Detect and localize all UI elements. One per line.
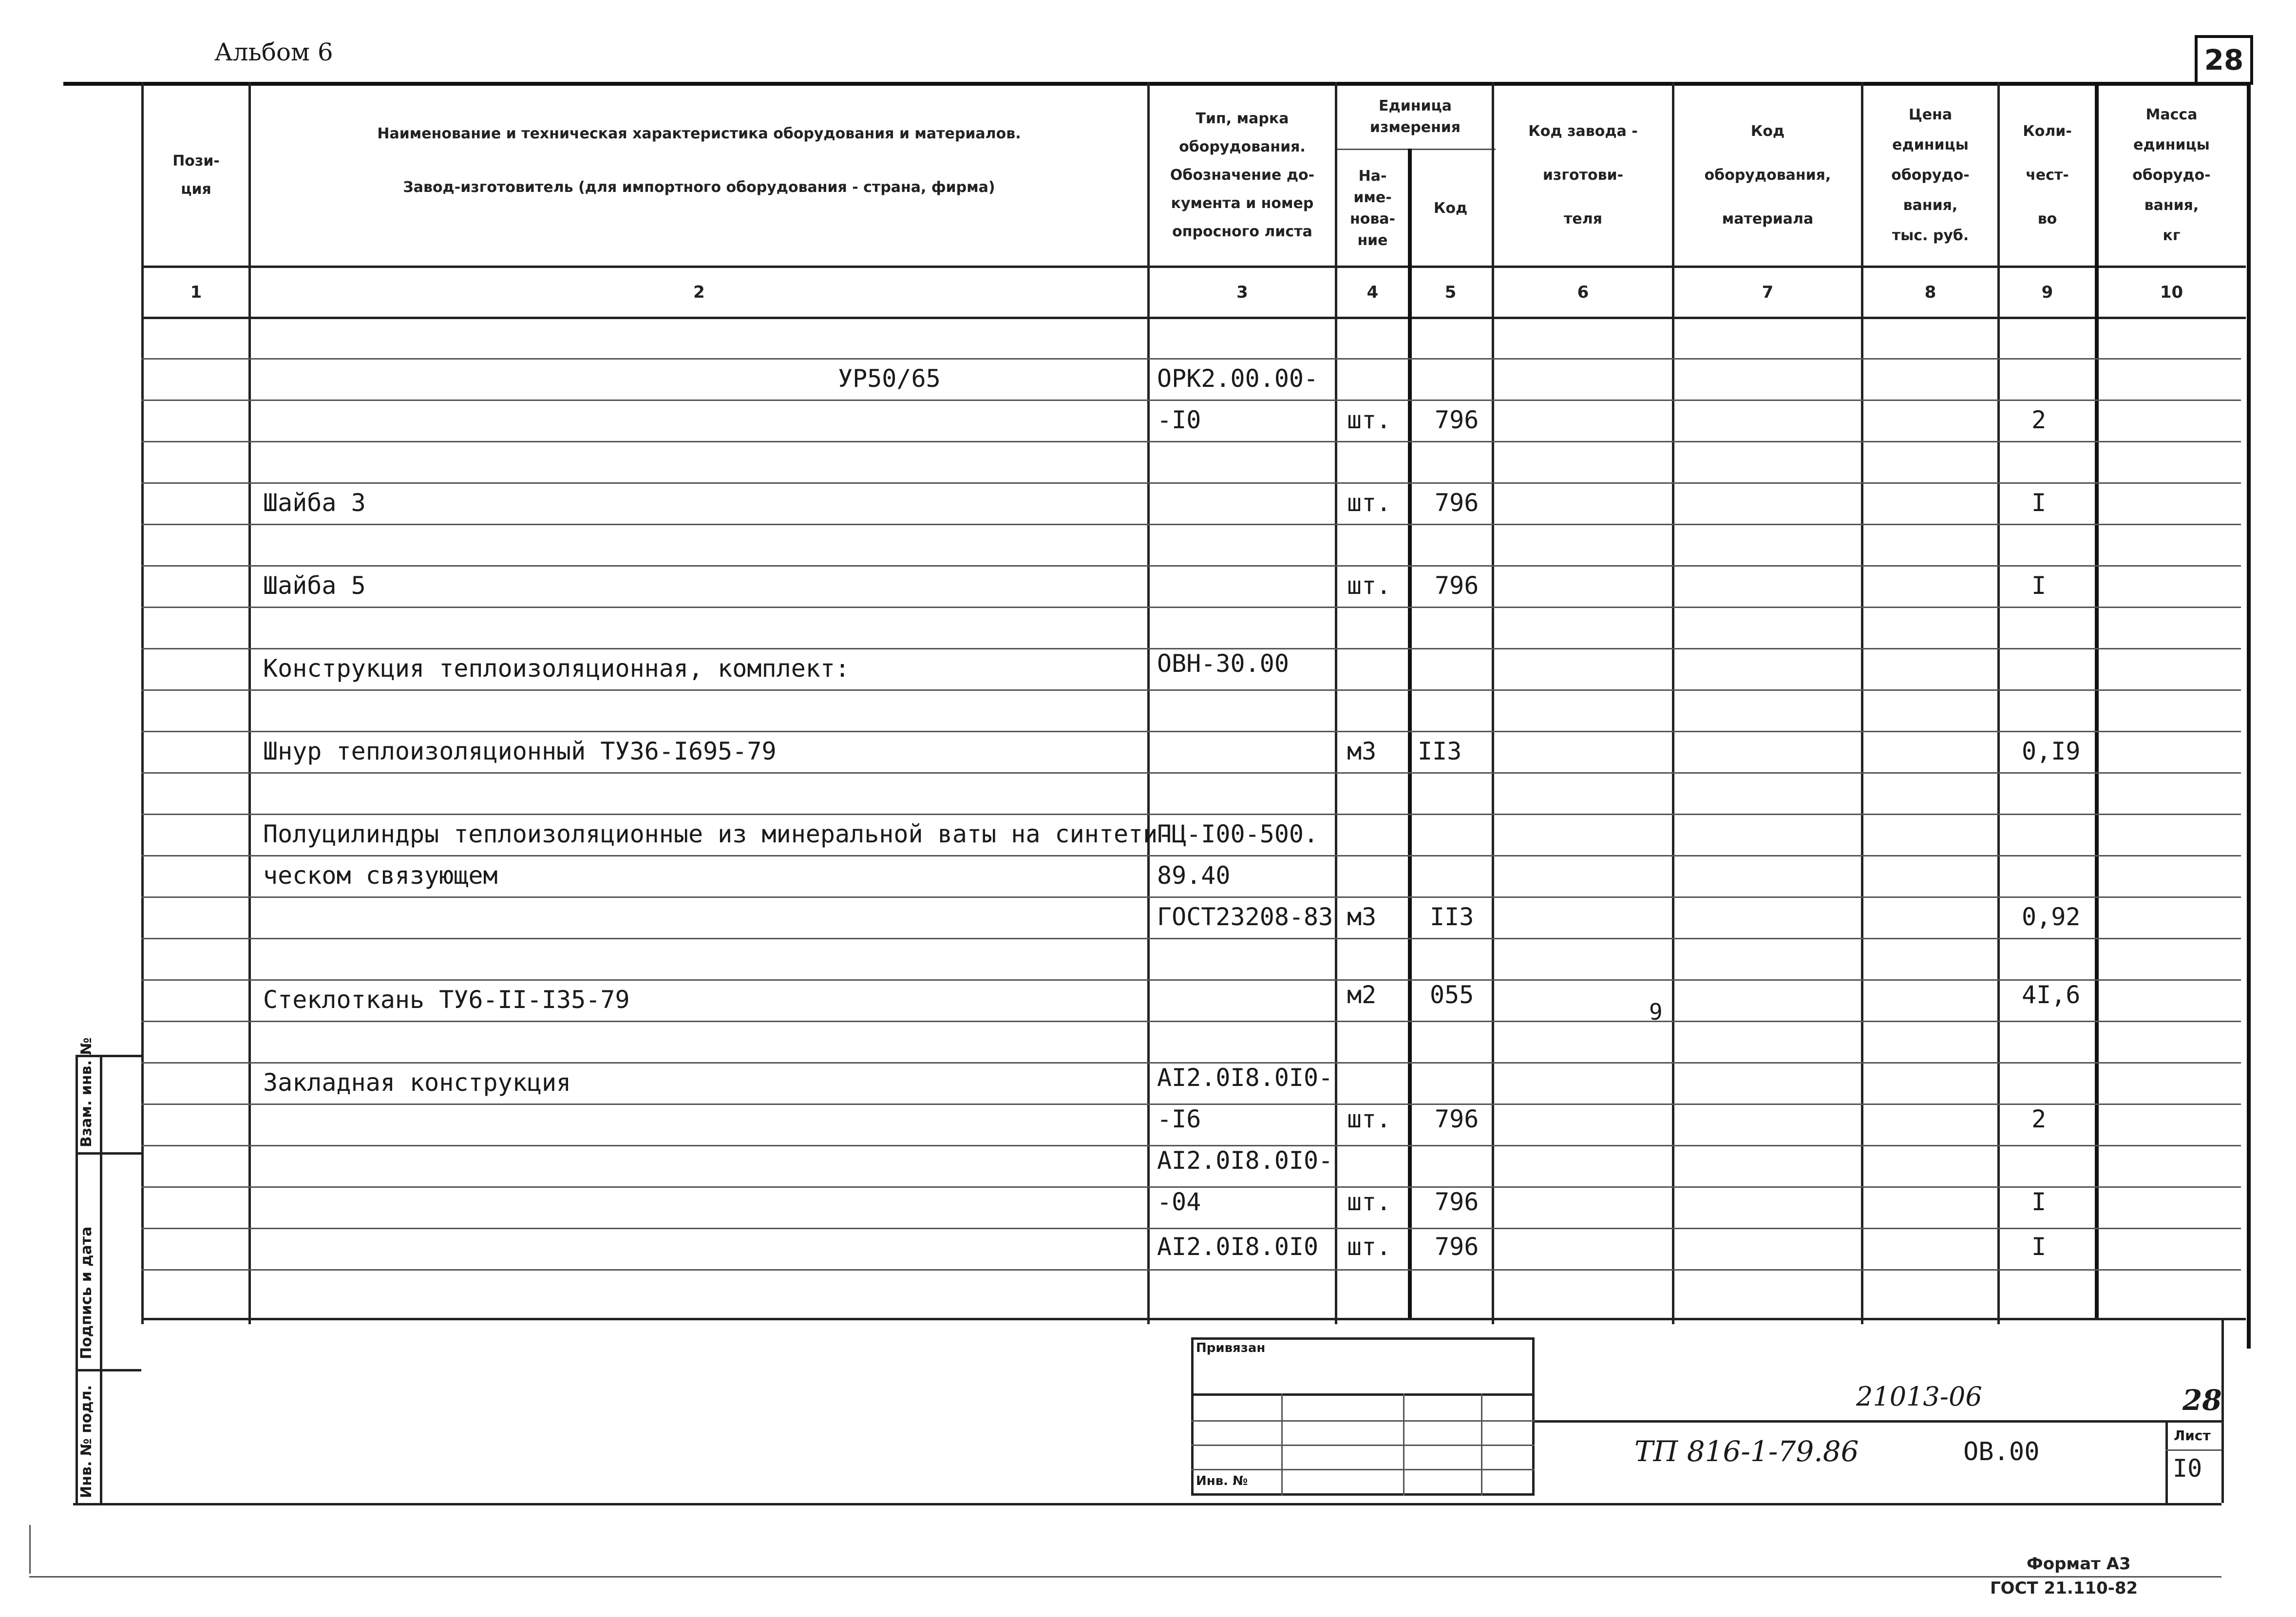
- row-unit: шт.: [1347, 1233, 1391, 1261]
- col-num-8: 8: [1924, 283, 1936, 302]
- row-type: -I6: [1157, 1105, 1201, 1133]
- col-num-9: 9: [2041, 283, 2053, 302]
- header-price: Цена единицы оборудо- вания, тыс. руб.: [1891, 106, 1970, 244]
- row-name: Шайба 5: [263, 571, 366, 600]
- row-code: II3: [1418, 737, 1462, 765]
- row-type: AI2.0I8.0I0: [1157, 1233, 1319, 1261]
- header-factory-code: Код завода - изготови- теля: [1528, 123, 1638, 228]
- header-unit-name: На- име- нова- ние: [1349, 167, 1396, 249]
- row-qty: I: [2031, 1233, 2047, 1261]
- side-label-vzam: Взам. инв. №: [78, 1037, 95, 1147]
- stamp-section: ОВ.00: [1963, 1437, 2040, 1466]
- stamp-list-label: Лист: [2174, 1427, 2211, 1444]
- stamp-project: ТП 816-1-79.86: [1634, 1435, 1859, 1468]
- sheet-number: 28: [2195, 35, 2253, 85]
- row-code: 796: [1435, 1105, 1479, 1133]
- row-qty: 4I,6: [2022, 981, 2081, 1009]
- header-quantity: Коли- чест- во: [2023, 123, 2072, 228]
- row-unit: шт.: [1347, 406, 1391, 434]
- row-qty: I: [2031, 571, 2047, 600]
- row-qty: 0,92: [2022, 903, 2081, 931]
- col-num-2: 2: [693, 283, 705, 302]
- row-type: -04: [1157, 1188, 1201, 1216]
- stamp-list-value: I0: [2173, 1454, 2202, 1483]
- row-qty: 2: [2031, 1105, 2047, 1133]
- row-name: Конструкция теплоизоляционная, комплект:: [263, 654, 850, 683]
- row-unit: м3: [1347, 903, 1377, 931]
- row-name: Полуцилиндры теплоизоляционные из минеральной ваты на синтети-: [263, 820, 1173, 848]
- row-name: УР50/65: [838, 364, 941, 393]
- row-unit: м2: [1347, 981, 1377, 1009]
- row-code: 796: [1435, 406, 1479, 434]
- row-code: 796: [1435, 1233, 1479, 1261]
- row-name: ческом связующем: [263, 861, 498, 890]
- row-qty: I: [2031, 1188, 2047, 1216]
- header-name-line1: Наименование и техническая характеристика оборудования и материалов.: [377, 125, 1021, 142]
- row-type: ПЦ-I00-500.: [1157, 820, 1319, 848]
- row-mark: 9: [1649, 999, 1663, 1025]
- row-name: Закладная конструкция: [263, 1068, 571, 1097]
- stamp-privyazan: Привязан: [1196, 1341, 1266, 1355]
- header-name-line2: Завод-изготовитель (для импортного оборудования - страна, фирма): [403, 179, 995, 196]
- row-name: Шнур теплоизоляционный ТУ36-I695-79: [263, 737, 777, 765]
- row-type: ОВН-30.00: [1157, 649, 1289, 678]
- col-num-10: 10: [2160, 283, 2183, 302]
- row-qty: 2: [2031, 406, 2047, 434]
- stamp-doc-no: 21013-06: [1856, 1381, 1982, 1412]
- col-num-1: 1: [190, 283, 202, 302]
- row-qty: 0,I9: [2022, 737, 2081, 765]
- header-unit-code: Код: [1433, 199, 1468, 217]
- row-type: -I0: [1157, 406, 1201, 434]
- row-code: 796: [1435, 489, 1479, 517]
- side-label-podpis: Подпись и дата: [78, 1226, 95, 1359]
- header-type: Тип, марка оборудования. Обозначение до- кумента и номер опросного листа: [1170, 110, 1315, 240]
- row-type: ГОСТ23208-83: [1157, 903, 1333, 931]
- row-code: 055: [1430, 981, 1474, 1009]
- col-num-4: 4: [1366, 283, 1379, 302]
- row-code: 796: [1435, 1188, 1479, 1216]
- col-num-6: 6: [1577, 283, 1589, 302]
- side-label-inv-podl: Инв. № подл.: [78, 1385, 95, 1498]
- col-num-5: 5: [1444, 283, 1457, 302]
- row-code: 796: [1435, 571, 1479, 600]
- format-gost: ГОСТ 21.110-82: [1990, 1579, 2138, 1598]
- row-type: AI2.0I8.0I0-: [1157, 1146, 1333, 1175]
- header-equipment-code: Код оборудования, материала: [1704, 123, 1831, 228]
- row-unit: шт.: [1347, 489, 1391, 517]
- header-mass: Масса единицы оборудо- вания, кг: [2132, 106, 2211, 244]
- row-unit: шт.: [1347, 1188, 1391, 1216]
- row-type: ОРК2.00.00-: [1157, 364, 1319, 393]
- row-unit: м3: [1347, 737, 1377, 765]
- stamp-doc-sheet: 28: [2182, 1384, 2222, 1417]
- row-type: 89.40: [1157, 861, 1231, 890]
- row-code: II3: [1430, 903, 1474, 931]
- row-qty: I: [2031, 489, 2047, 517]
- format-label: Формат А3: [2027, 1554, 2131, 1574]
- row-name: Стеклоткань ТУ6-II-I35-79: [263, 986, 630, 1014]
- stamp-inv-no: Инв. №: [1196, 1474, 1248, 1488]
- row-unit: шт.: [1347, 1105, 1391, 1133]
- col-num-3: 3: [1236, 283, 1248, 302]
- row-type: AI2.0I8.0I0-: [1157, 1064, 1333, 1092]
- album-label: Альбом 6: [214, 38, 333, 66]
- row-name: Шайба 3: [263, 489, 366, 517]
- row-unit: шт.: [1347, 571, 1391, 600]
- header-position: Пози- ция: [172, 152, 220, 198]
- col-num-7: 7: [1762, 283, 1774, 302]
- header-unit-group: Единица измерения: [1369, 97, 1461, 136]
